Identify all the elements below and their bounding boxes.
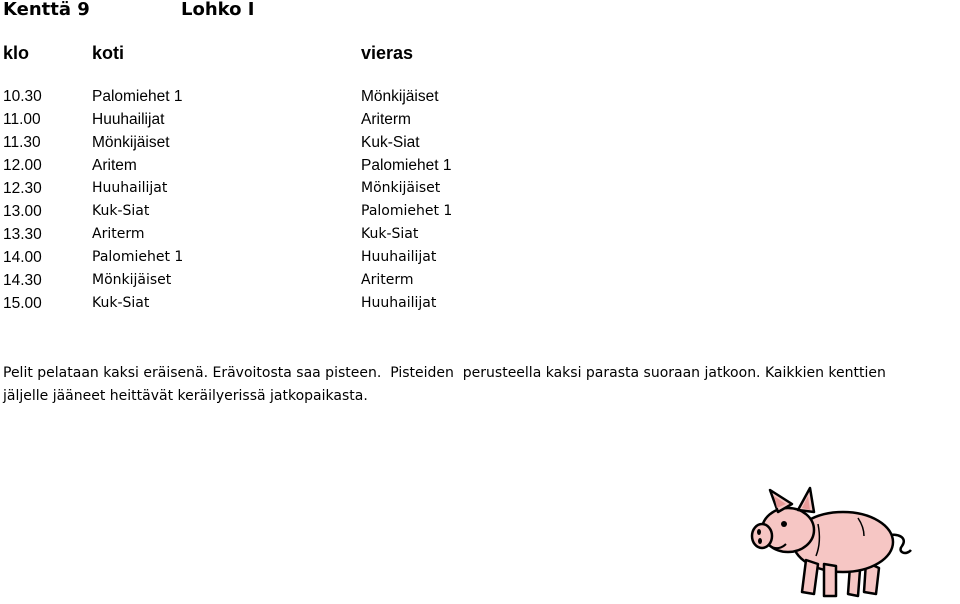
away-team: Kuk-Siat <box>361 134 420 151</box>
match-time: 15.00 <box>3 295 42 312</box>
table-row <box>3 246 623 269</box>
match-time: 12.30 <box>3 180 42 197</box>
rules-line: jäljelle jääneet heittävät keräilyerissä jatkopaikasta. <box>3 388 368 404</box>
column-header-home: koti <box>92 43 125 63</box>
match-time: 11.00 <box>3 111 41 128</box>
table-row <box>3 200 623 223</box>
away-team: Mönkijäiset <box>361 180 441 196</box>
home-team: Kuk-Siat <box>92 295 150 311</box>
match-time: 13.00 <box>3 203 42 220</box>
rules-line: Pelit pelataan kaksi eräisenä. Erävoitosta saa pisteen. Pisteiden perusteella kaksi parasta suoraan jatkoon. Kaikkien kenttien <box>3 365 886 381</box>
away-team: Kuk-Siat <box>361 226 419 242</box>
table-row <box>3 292 623 315</box>
away-team: Mönkijäiset <box>361 88 439 105</box>
table-row <box>3 269 623 292</box>
away-team: Palomiehet 1 <box>361 157 452 174</box>
match-time: 14.30 <box>3 272 42 289</box>
home-team: Palomiehet 1 <box>92 88 183 105</box>
home-team: Ariterm <box>92 226 145 242</box>
away-team: Ariterm <box>361 111 411 128</box>
match-schedule <box>3 85 623 315</box>
home-team: Mönkijäiset <box>92 134 170 151</box>
table-row <box>3 85 623 108</box>
match-time: 14.00 <box>3 249 42 266</box>
column-header-time: klo <box>3 43 30 63</box>
table-row <box>3 154 623 177</box>
table-row <box>3 223 623 246</box>
group-title: Lohko I <box>181 0 255 20</box>
column-header-away: vieras <box>361 43 414 63</box>
pig-icon <box>748 484 914 602</box>
field-title: Kenttä 9 <box>3 0 90 20</box>
away-team: Ariterm <box>361 272 414 288</box>
table-row <box>3 108 623 131</box>
match-time: 12.00 <box>3 157 42 174</box>
home-team: Palomiehet 1 <box>92 249 184 265</box>
page-header <box>3 0 255 20</box>
away-team: Huuhailijat <box>361 249 437 265</box>
match-time: 10.30 <box>3 88 42 105</box>
table-row <box>3 131 623 154</box>
column-headers <box>3 42 603 64</box>
match-time: 13.30 <box>3 226 42 243</box>
away-team: Palomiehet 1 <box>361 203 453 219</box>
home-team: Aritem <box>92 157 137 174</box>
home-team: Mönkijäiset <box>92 272 172 288</box>
home-team: Huuhailijat <box>92 111 165 128</box>
rules-notes <box>3 362 960 408</box>
home-team: Huuhailijat <box>92 180 168 196</box>
table-row <box>3 177 623 200</box>
away-team: Huuhailijat <box>361 295 437 311</box>
home-team: Kuk-Siat <box>92 203 150 219</box>
match-time: 11.30 <box>3 134 41 151</box>
